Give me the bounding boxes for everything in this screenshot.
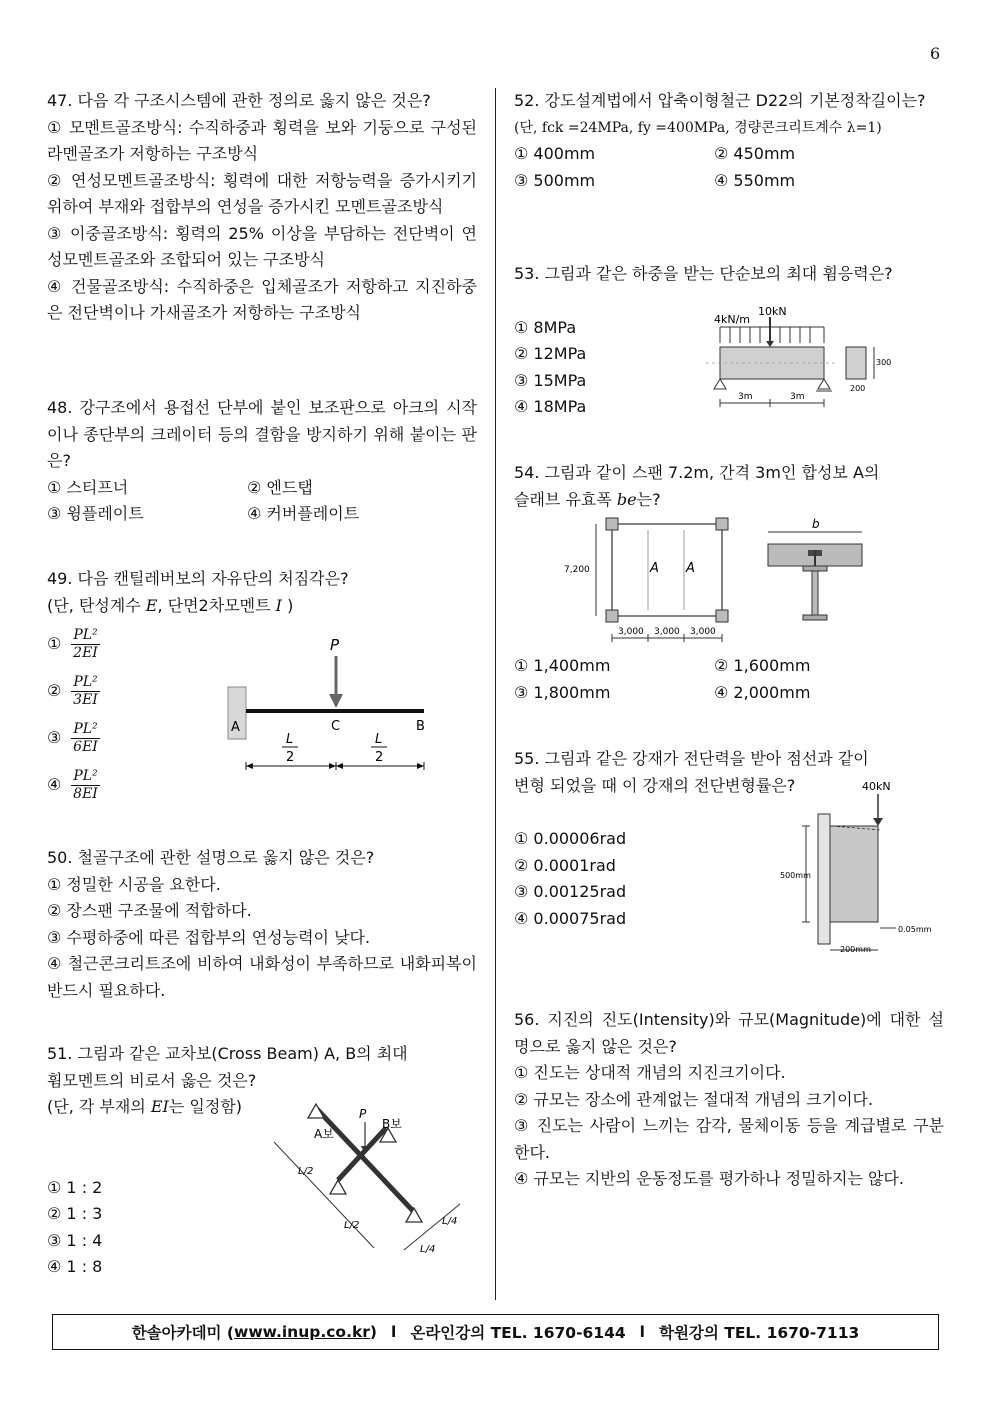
disp-label: 0.05mm [898,925,932,934]
question-56 [514,1007,944,1193]
dim-label-a2: L/2 [344,1220,360,1231]
question-52-option-3[interactable]: ③ 500mm [514,170,596,190]
question-50-option-1[interactable]: ① 정밀한 시공을 요한다. [47,874,221,894]
point-load-label: 10kN [758,305,787,318]
question-50-option-3[interactable]: ③ 수평하중에 따른 접합부의 연성능력이 낮다. [47,927,371,947]
question-50-stem: 50. 철골구조에 관한 설명으로 옳지 않은 것은? [47,848,375,867]
question-49-option-2[interactable]: ② $\frac{\text{PL²}}{3EI}$ [47,674,98,708]
question-48-option-1[interactable]: ① 스티프너 [47,477,129,497]
support-b-bottom [330,1180,346,1194]
question-49-option-1[interactable]: ① $\frac{\text{PL²}}{2EI}$ [47,627,98,661]
question-49-condition: (단, 탄성계수 E, 단면2차모멘트 I ) [47,595,294,615]
question-51-option-3[interactable]: ③ 1 : 4 [47,1230,103,1250]
beam-a-label-1: A [650,561,659,576]
question-48-options [47,475,477,528]
composite-beam-figure [560,516,880,646]
question-52-option-2[interactable]: ② 450mm [714,144,796,163]
spacing-label-1: 3,000 [618,627,644,637]
footer-url-link[interactable]: www.inup.co.kr [234,1323,370,1341]
cantilever-beam-figure [220,632,435,782]
question-47 [47,88,477,327]
question-48-option-2[interactable]: ② 엔드탭 [247,477,313,497]
height-label: 500mm [780,871,811,880]
question-54-option-1[interactable]: ① 1,400mm [514,656,611,675]
question-51-option-4[interactable]: ④ 1 : 8 [47,1257,103,1276]
dim1-num: L [286,732,294,747]
question-53-stem: 53. 그림과 같은 하중을 받는 단순보의 최대 휨응력은? [514,264,893,283]
page-number: 6 [930,44,941,63]
shear-plate-figure [776,778,972,963]
question-55-option-1[interactable]: ① 0.00006rad [514,829,627,848]
question-55-option-2[interactable]: ② 0.0001rad [514,855,616,875]
question-54-option-4[interactable]: ④ 2,000mm [714,682,811,702]
load-label-p: P [330,636,340,654]
cross-load-label-p: P [359,1107,367,1121]
question-49-stem: 49. 다음 캔틸레버보의 자유단의 처짐각은? [47,569,349,588]
footer-offline: 학원강의 TEL. 1670-7113 [658,1324,860,1342]
question-51-stem-line1: 51. 그림과 같은 교차보(Cross Beam) A, B의 최대 [47,1044,408,1063]
dim2-den: 2 [375,750,384,765]
shear-load-label: 40kN [862,780,891,793]
question-56-option-2[interactable]: ② 규모는 장소에 관계없는 절대적 개념의 크기이다. [514,1089,874,1109]
footer-separator-1: l [391,1323,397,1341]
question-47-option-2[interactable]: ② 연성모멘트골조방식: 횡력에 대한 저항능력을 증가시키기 위하여 부재와 접합부의 연성을 증가시킨 모멘트골조방식 [47,170,477,216]
question-54-stem-line1: 54. 그림과 같이 스팬 7.2m, 간격 3m인 합성보 A의 [514,463,880,482]
question-49-option-4[interactable]: ④ $\frac{\text{PL²}}{8EI}$ [47,768,98,802]
roller-support [818,379,830,389]
dim-label-b1: L/4 [442,1216,458,1227]
point-label-c: C [331,719,341,734]
beam-a-label: A보 [314,1127,334,1141]
question-53-option-4[interactable]: ④ 18MPa [514,397,587,416]
depth-label: 300 [876,358,892,367]
question-47-option-3[interactable]: ③ 이중골조방식: 횡력의 25% 이상을 부담하는 전단벽이 연성모멘트골조와 조합되어 있는 구조방식 [47,223,477,269]
question-55-option-4[interactable]: ④ 0.00075rad [514,908,627,928]
question-48-stem: 48. 강구조에서 용접선 단부에 붙인 보조판으로 아크의 시작이나 종단부의 크레이터 등의 결함을 방지하기 위해 붙이는 판은? [47,398,477,470]
question-47-option-4[interactable]: ④ 건물골조방식: 수직하중은 입체골조가 저항하고 지진하중은 전단벽이나 가새골조가 저항하는 구조방식 [47,276,477,322]
question-54-option-2[interactable]: ② 1,600mm [714,656,811,675]
question-52-stem: 52. 강도설계법에서 압축이형철근 D22의 기본정착길이는? [514,91,926,110]
pin-support [714,379,726,389]
question-55-stem-line2: 변형 되었을 때 이 강재의 전단변형률은? [514,775,796,795]
question-52-option-1[interactable]: ① 400mm [514,144,596,163]
dist-load-label: 4kN/m [714,313,751,326]
plan-outline [612,524,722,616]
cross-section [846,347,866,379]
span2-label: 3m [790,392,805,402]
question-50-option-4[interactable]: ④ 철근콘크리트조에 비하여 내화성이 부족하므로 내화피복이 반드시 필요하다. [47,954,477,1000]
footer-academy: 한솔아카데미 ( [131,1324,235,1342]
footer-box [52,1314,939,1350]
question-54-options [514,653,944,706]
question-53-option-2[interactable]: ② 12MPa [514,344,587,363]
spacing-label-3: 3,000 [690,627,716,637]
question-48-option-3[interactable]: ③ 윙플레이트 [47,504,144,523]
point-label-a: A [231,720,240,735]
width-label-55: 200mm [840,945,871,954]
footer-academy-close: ) [369,1323,378,1341]
question-53-option-3[interactable]: ③ 15MPa [514,370,587,390]
dim-label-a1: L/2 [298,1166,314,1177]
cross-beam-figure [266,1100,471,1262]
dim1-den: 2 [286,750,295,765]
question-51-stem-line2: 휨모멘트의 비로서 옳은 것은? [47,1070,257,1090]
beam-b-label: B보 [382,1117,402,1131]
question-52-option-4[interactable]: ④ 550mm [714,170,796,190]
simple-beam-figure [706,303,902,418]
span1-label: 3m [738,392,753,402]
question-51-option-2[interactable]: ② 1 : 3 [47,1204,103,1223]
question-47-option-1[interactable]: ① 모멘트골조방식: 수직하중과 횡력을 보와 기둥으로 구성된 라멘골조가 저항하는 구조방식 [47,117,477,163]
question-56-option-1[interactable]: ① 진도는 상대적 개념의 지진크기이다. [514,1063,786,1082]
width-label: 200 [850,384,866,393]
question-56-option-4[interactable]: ④ 규모는 지반의 운동정도를 평가하나 정밀하지는 않다. [514,1169,904,1188]
load-arrowhead [329,694,343,708]
question-49-option-3[interactable]: ③ $\frac{\text{PL²}}{6EI}$ [47,721,98,755]
question-48-option-4[interactable]: ④ 커버플레이트 [247,504,360,523]
question-55-stem-line1: 55. 그림과 같은 강재가 전단력을 받아 점선과 같이 [514,749,869,768]
fixed-wall [818,814,830,944]
question-56-stem: 56. 지진의 진도(Intensity)와 규모(Magnitude)에 대한 설명으로 옳지 않은 것은? [514,1010,944,1056]
question-54-option-3[interactable]: ③ 1,800mm [514,682,611,702]
point-label-b: B [416,719,425,734]
footer-separator-2: l [639,1323,645,1341]
question-52-options [514,141,944,194]
question-48 [47,395,477,528]
question-54-stem-line2: 슬래브 유효폭 be는? [514,489,661,509]
beam-a-label-2: A [686,561,695,576]
question-51-option-1[interactable]: ① 1 : 2 [47,1177,103,1197]
spacing-label-2: 3,000 [654,627,680,637]
support-a-bottom [406,1208,422,1222]
question-53-option-1[interactable]: ① 8MPa [514,317,577,337]
question-55-option-3[interactable]: ③ 0.00125rad [514,882,627,901]
dim2-num: L [375,732,383,747]
column-divider [495,88,496,1300]
question-47-stem: 47. 다음 각 구조시스템에 관한 정의로 옳지 않은 것은? [47,91,431,110]
question-50-option-2[interactable]: ② 장스팬 구조물에 적합하다. [47,901,252,920]
question-51-condition: (단, 각 부재의 EI는 일정함) [47,1097,243,1116]
question-50 [47,845,477,1004]
span-label: 7,200 [564,565,590,575]
steel-plate [830,826,878,922]
slab-width-label: b [812,517,820,531]
question-56-option-3[interactable]: ③ 진도는 사람이 느끼는 감각, 물체이동 등을 계급별로 구분한다. [514,1116,944,1162]
footer-online: 온라인강의 TEL. 1670-6144 [410,1324,626,1342]
question-52 [514,88,944,194]
question-52-condition: (단, fck =24MPa, fy =400MPa, 경량콘크리트계수 λ=1) [514,119,882,136]
dim-label-b2: L/4 [420,1244,436,1255]
